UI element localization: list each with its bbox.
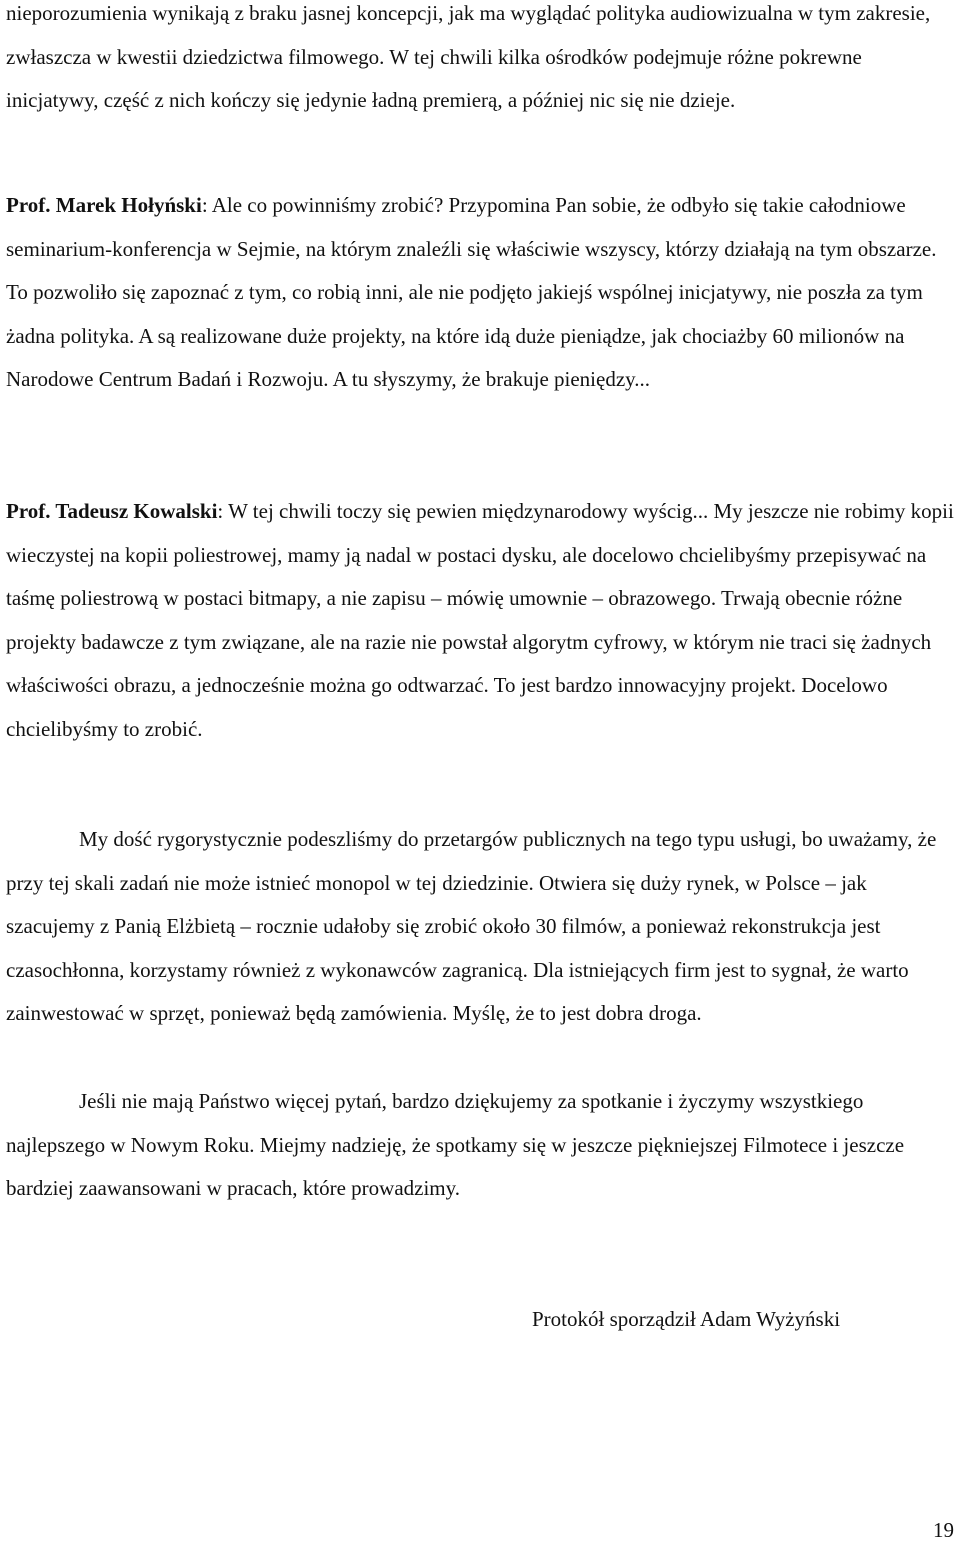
speaker-name: Prof. Marek Hołyński	[6, 193, 202, 217]
speaker-name: Prof. Tadeusz Kowalski	[6, 499, 218, 523]
paragraph-intro-text: nieporozumienia wynikają z braku jasnej koncepcji, jak ma wyglądać polityka audiowizualna w tym zakresie, zwłaszcza w kwestii dziedzictwa filmowego. W tej chwili kilka ośrodków podejmuje różne pokrewne inicjatywy, część z nich kończy się jedynie ładną premierą, a później nic się nie dzieje.	[6, 1, 931, 113]
paragraph-tenders-text: My dość rygorystycznie podeszliśmy do przetargów publicznych na tego typu usługi, bo uważamy, że przy tej skali zadań nie może istnieć monopol w tej dziedzinie. Otwiera się duży rynek, w Polsce – jak szacujemy z Panią Elżbietą – rocznie udałoby się zrobić około 30 filmów, a ponieważ rekonstrukcja jest czasochłonna, korzystamy również z wykonawców zagranicą. Dla istniejących firm jest to sygnał, że warto zainwestować w sprzęt, ponieważ będą zamówienia. Myślę, że to jest dobra droga.	[6, 827, 937, 1026]
signature-line: Protokół sporządził Adam Wyżyński	[532, 1307, 841, 1331]
paragraph-kowalski	[6, 490, 956, 752]
paragraph-kowalski-text: : W tej chwili toczy się pewien międzynarodowy wyścig... My jeszcze nie robimy kopii wieczystej na kopii poliestrowej, mamy ją nadal w postaci dysku, ale docelowo chcielibyśmy przepisywać na taśmę poliestrową w postaci bitmapy, a nie zapisu – mówię umownie – obrazowego. Trwają obecnie różne projekty badawcze z tym związane, ale na razie nie powstał algorytm cyfrowy, w którym nie traci się żadnych właściwości obrazu, a jednocześnie można go odtwarzać. To jest bardzo innowacyjny projekt. Docelowo chcielibyśmy to zrobić.	[6, 499, 954, 741]
paragraph-closing	[6, 1080, 956, 1211]
paragraph-closing-text: Jeśli nie mają Państwo więcej pytań, bardzo dziękujemy za spotkanie i życzymy wszystkiego najlepszego w Nowym Roku. Miejmy nadzieję, że spotkamy się w jeszcze piękniejszej Filmotece i jeszcze bardziej zaawansowani w pracach, które prowadzimy.	[6, 1089, 905, 1201]
paragraph-intro	[6, 0, 956, 123]
paragraph-tenders	[6, 818, 956, 1036]
paragraph-holynski	[6, 184, 956, 402]
page-number: 19	[933, 1518, 954, 1542]
paragraph-holynski-text: : Ale co powinniśmy zrobić? Przypomina Pan sobie, że odbyło się takie całodniowe seminarium-konferencja w Sejmie, na którym znaleźli się właściwie wszyscy, którzy działają na tym obszarze. To pozwoliło się zapoznać z tym, co robią inni, ale nie podjęto jakiejś wspólnej inicjatywy, nie poszła za tym żadna polityka. A są realizowane duże projekty, na które idą duże pieniądze, jak chociażby 60 milionów na Narodowe Centrum Badań i Rozwoju. A tu słyszymy, że brakuje pieniędzy...	[6, 193, 937, 392]
